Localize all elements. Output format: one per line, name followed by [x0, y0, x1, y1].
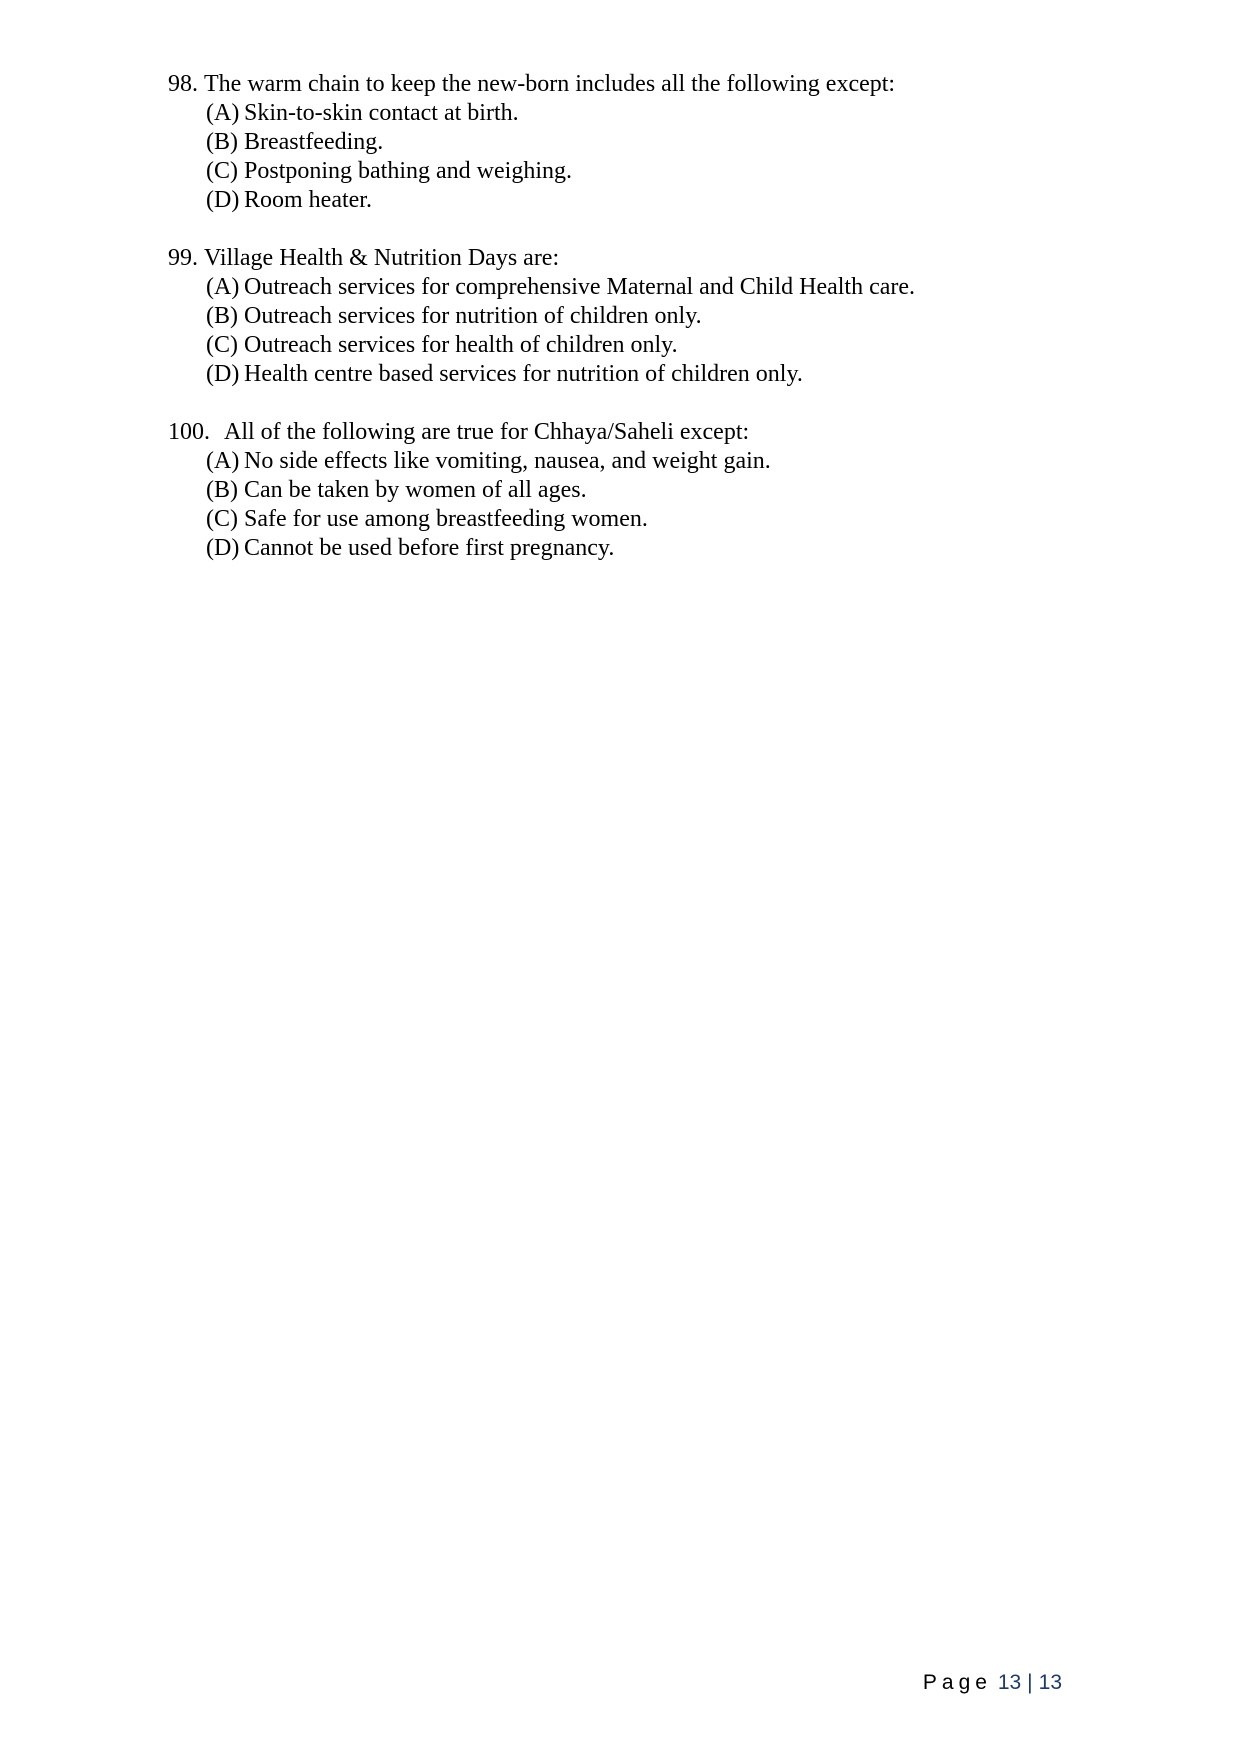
- question-text: All of the following are true for Chhaya/Saheli except:: [224, 419, 750, 445]
- question-100: [168, 418, 1148, 563]
- option-text: Safe for use among breastfeeding women.: [244, 506, 648, 532]
- option-d: [168, 186, 1148, 215]
- option-list: [168, 273, 1148, 389]
- page-word: Page: [922, 1671, 992, 1694]
- page-footer: [923, 1670, 1062, 1696]
- option-text: Room heater.: [244, 187, 372, 213]
- option-label: (A): [206, 100, 240, 126]
- option-text: Breastfeeding.: [244, 129, 384, 155]
- option-label: (B): [206, 303, 238, 329]
- question-list: [168, 70, 1148, 592]
- option-text: No side effects like vomiting, nausea, and weight gain.: [244, 448, 771, 474]
- option-c: [168, 331, 1148, 360]
- total-pages-number: 13: [1038, 1671, 1062, 1694]
- question-text: Village Health & Nutrition Days are:: [204, 245, 560, 271]
- option-label: (C): [206, 332, 238, 358]
- question-98: [168, 70, 1148, 215]
- option-text: Outreach services for comprehensive Maternal and Child Health care.: [244, 274, 916, 300]
- option-text: Can be taken by women of all ages.: [244, 477, 587, 503]
- option-text: Outreach services for health of children only.: [244, 332, 678, 358]
- option-label: (D): [206, 535, 240, 561]
- option-b: [168, 128, 1148, 157]
- question-stem: [168, 244, 1148, 273]
- option-text: Health centre based services for nutrition of children only.: [244, 361, 803, 387]
- question-text: The warm chain to keep the new-born includes all the following except:: [204, 71, 896, 97]
- question-number: 99.: [168, 245, 198, 271]
- option-label: (C): [206, 506, 238, 532]
- option-label: (C): [206, 158, 238, 184]
- question-number: 98.: [168, 71, 198, 97]
- option-label: (B): [206, 129, 238, 155]
- option-a: [168, 99, 1148, 128]
- question-99: [168, 244, 1148, 389]
- option-text: Outreach services for nutrition of children only.: [244, 303, 702, 329]
- question-stem: [168, 418, 1148, 447]
- option-text: Cannot be used before first pregnancy.: [244, 535, 615, 561]
- option-label: (D): [206, 361, 240, 387]
- option-d: [168, 360, 1148, 389]
- question-number: 100.: [168, 419, 210, 445]
- option-label: (D): [206, 187, 240, 213]
- option-c: [168, 157, 1148, 186]
- option-label: (B): [206, 477, 238, 503]
- option-text: Skin-to-skin contact at birth.: [244, 100, 519, 126]
- option-b: [168, 476, 1148, 505]
- option-label: (A): [206, 448, 240, 474]
- option-a: [168, 447, 1148, 476]
- question-stem: [168, 70, 1148, 99]
- option-c: [168, 505, 1148, 534]
- option-text: Postponing bathing and weighing.: [244, 158, 572, 184]
- option-list: [168, 99, 1148, 215]
- option-a: [168, 273, 1148, 302]
- page-separator: |: [1027, 1671, 1033, 1694]
- option-d: [168, 534, 1148, 563]
- option-label: (A): [206, 274, 240, 300]
- option-b: [168, 302, 1148, 331]
- option-list: [168, 447, 1148, 563]
- current-page-number: 13: [997, 1671, 1022, 1694]
